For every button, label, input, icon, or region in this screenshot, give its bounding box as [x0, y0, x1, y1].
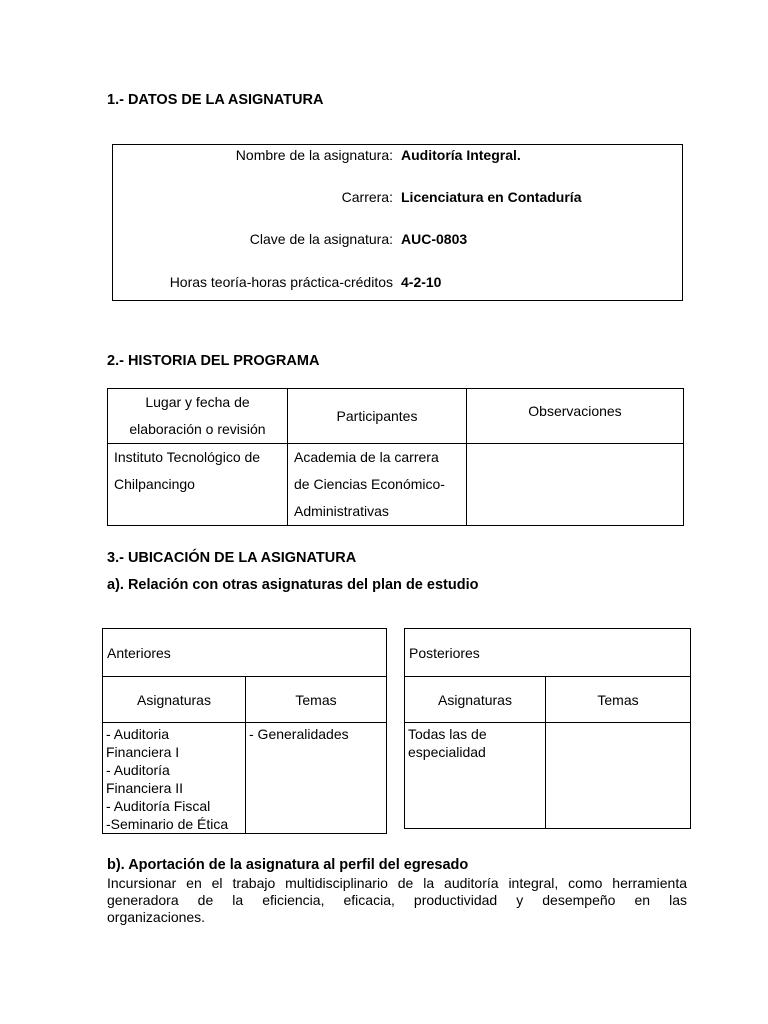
- following-subjects-table: [404, 628, 691, 829]
- paragraph-line-3: organizaciones.: [107, 909, 206, 925]
- section-3b-heading: b). Aportación de la asignatura al perfil del egresado: [107, 857, 469, 873]
- list-item: Financiera II: [106, 780, 184, 796]
- history-observations-cell: [467, 444, 684, 526]
- section-2-heading: 2.- HISTORIA DEL PROGRAMA: [107, 353, 320, 369]
- section-1-heading: 1.- DATOS DE LA ASIGNATURA: [107, 92, 324, 108]
- graduate-profile-paragraph: [107, 875, 687, 926]
- previous-subjects-table: [102, 628, 387, 834]
- course-name-value: Auditoría Integral.: [401, 147, 521, 163]
- history-table: [107, 388, 684, 526]
- list-item: Financiera I: [106, 744, 180, 760]
- hours-credits-label: Horas teoría-horas práctica-créditos: [169, 274, 393, 290]
- history-participants-line1: Academia de la carrera: [294, 449, 439, 465]
- history-participants-line3: Administrativas: [294, 503, 389, 519]
- history-col-place-line1: Lugar y fecha de: [145, 394, 250, 410]
- history-col-place-line2: elaboración o revisión: [129, 421, 266, 437]
- paragraph-line-2: generadora de la eficiencia, eficacia, productividad y desempeño en las: [107, 892, 687, 908]
- previous-col-subjects: Asignaturas: [103, 677, 246, 723]
- following-topics-cell: [546, 723, 691, 829]
- history-col-place: [108, 389, 288, 444]
- following-col-topics: Temas: [546, 677, 691, 723]
- history-col-observations: Observaciones: [467, 389, 684, 444]
- section-3-heading: 3.- UBICACIÓN DE LA ASIGNATURA: [107, 550, 357, 566]
- section-3a-heading: a). Relación con otras asignaturas del plan de estudio: [107, 577, 479, 593]
- following-title: Posteriores: [405, 629, 691, 677]
- history-participants-line2: de Ciencias Económico-: [294, 476, 445, 492]
- previous-topics-cell: - Generalidades: [246, 723, 387, 834]
- history-col-participants: Participantes: [288, 389, 467, 444]
- course-code-value: AUC-0803: [401, 231, 468, 247]
- history-place-cell: [108, 444, 288, 526]
- career-value: Licenciatura en Contaduría: [401, 189, 582, 205]
- list-item: Todas las de: [408, 726, 487, 742]
- following-subjects-cell: [405, 723, 546, 829]
- career-label: Carrera:: [341, 189, 393, 205]
- previous-title: Anteriores: [103, 629, 387, 677]
- paragraph-line-1: Incursionar en el trabajo multidisciplinario de la auditoría integral, como herramienta: [107, 875, 687, 891]
- list-item: especialidad: [408, 744, 486, 760]
- previous-col-topics: Temas: [246, 677, 387, 723]
- list-item: - Auditoría: [106, 762, 170, 778]
- previous-subjects-cell: [103, 723, 246, 834]
- list-item: - Auditoria: [106, 726, 170, 742]
- course-name-label: Nombre de la asignatura:: [235, 147, 393, 163]
- list-item: -Seminario de Ética: [106, 816, 229, 832]
- list-item: - Auditoría Fiscal: [106, 798, 211, 814]
- history-place-line2: Chilpancingo: [114, 476, 195, 492]
- hours-credits-value: 4-2-10: [401, 274, 442, 290]
- course-code-label: Clave de la asignatura:: [249, 231, 393, 247]
- following-col-subjects: Asignaturas: [405, 677, 546, 723]
- history-place-line1: Instituto Tecnológico de: [114, 449, 261, 465]
- history-participants-cell: [288, 444, 467, 526]
- course-data-box: [112, 144, 683, 301]
